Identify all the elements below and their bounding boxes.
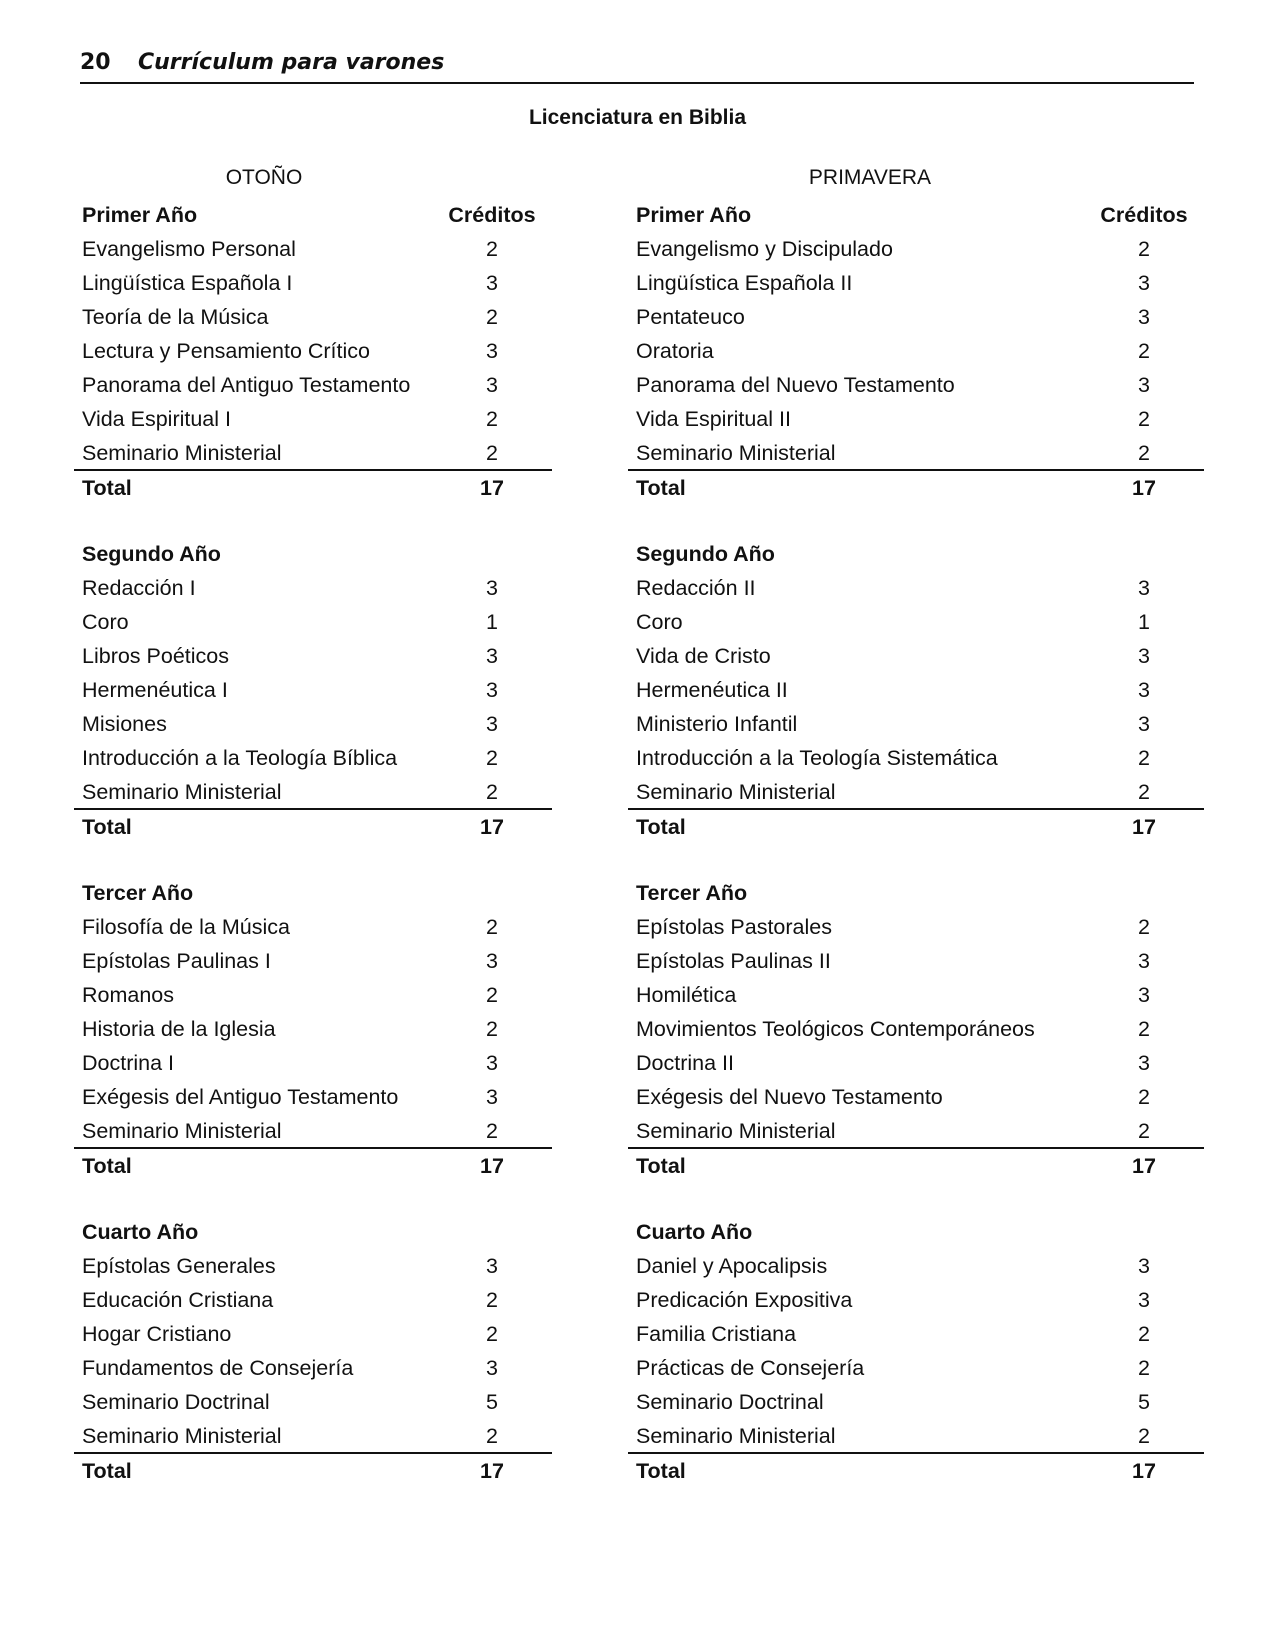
course-name: Seminario Ministerial <box>636 1424 836 1448</box>
course-row <box>628 334 1204 368</box>
course-name: Lingüística Española II <box>636 271 853 295</box>
course-credits: 2 <box>1138 1424 1150 1448</box>
course-row <box>628 1046 1204 1080</box>
course-name: Daniel y Apocalipsis <box>636 1254 828 1278</box>
course-name: Evangelismo Personal <box>82 237 296 261</box>
course-name: Seminario Ministerial <box>82 780 282 804</box>
course-row <box>74 1114 552 1149</box>
year-block <box>74 1215 552 1488</box>
course-row <box>628 402 1204 436</box>
course-credits: 2 <box>486 780 498 804</box>
year-heading-row <box>628 537 1204 571</box>
year-block <box>628 876 1204 1183</box>
year-heading: Cuarto Año <box>82 1220 199 1244</box>
course-row <box>628 1114 1204 1149</box>
year-block <box>628 198 1204 505</box>
course-credits: 2 <box>1138 407 1150 431</box>
total-credits: 17 <box>1132 476 1156 500</box>
course-name: Seminario Ministerial <box>636 1119 836 1143</box>
course-name: Seminario Ministerial <box>82 1119 282 1143</box>
course-row <box>628 1249 1204 1283</box>
course-row <box>628 707 1204 741</box>
course-name: Pentateuco <box>636 305 745 329</box>
course-credits: 3 <box>486 949 498 973</box>
year-heading-row <box>74 1215 552 1249</box>
course-credits: 2 <box>1138 1017 1150 1041</box>
course-row <box>628 436 1204 471</box>
course-row <box>74 436 552 471</box>
course-credits: 3 <box>1138 373 1150 397</box>
course-row <box>74 707 552 741</box>
course-name: Hermenéutica I <box>82 678 228 702</box>
course-row <box>74 1419 552 1454</box>
course-name: Redacción I <box>82 576 196 600</box>
year-block <box>74 537 552 844</box>
total-row <box>74 1454 552 1488</box>
course-name: Doctrina II <box>636 1051 734 1075</box>
course-row <box>74 1317 552 1351</box>
year-block <box>628 537 1204 844</box>
course-row <box>74 1249 552 1283</box>
course-credits: 3 <box>1138 305 1150 329</box>
course-row <box>74 944 552 978</box>
course-name: Hogar Cristiano <box>82 1322 232 1346</box>
course-credits: 3 <box>486 373 498 397</box>
course-name: Oratoria <box>636 339 714 363</box>
total-credits: 17 <box>480 1154 504 1178</box>
course-credits: 3 <box>1138 983 1150 1007</box>
course-row <box>74 1012 552 1046</box>
course-name: Epístolas Paulinas II <box>636 949 831 973</box>
course-credits: 3 <box>486 678 498 702</box>
course-credits: 2 <box>1138 339 1150 363</box>
course-name: Coro <box>82 610 129 634</box>
course-credits: 2 <box>1138 746 1150 770</box>
course-name: Familia Cristiana <box>636 1322 797 1346</box>
course-row <box>74 1046 552 1080</box>
course-name: Seminario Ministerial <box>82 441 282 465</box>
course-name: Historia de la Iglesia <box>82 1017 276 1041</box>
course-name: Libros Poéticos <box>82 644 229 668</box>
total-row <box>74 810 552 844</box>
course-credits: 2 <box>1138 1356 1150 1380</box>
year-block <box>74 198 552 505</box>
total-credits: 17 <box>1132 815 1156 839</box>
course-row <box>74 910 552 944</box>
course-name: Introducción a la Teología Bíblica <box>82 746 398 770</box>
course-row <box>74 1385 552 1419</box>
document-title: Licenciatura en Biblia <box>528 106 747 129</box>
course-name: Romanos <box>82 983 175 1007</box>
course-name: Seminario Ministerial <box>636 441 836 465</box>
running-title: Currículum para varones <box>138 50 445 75</box>
course-name: Coro <box>636 610 683 634</box>
course-name: Doctrina I <box>82 1051 175 1075</box>
total-row <box>628 1149 1204 1183</box>
course-credits: 3 <box>1138 1051 1150 1075</box>
total-credits: 17 <box>480 476 504 500</box>
total-label: Total <box>636 1154 686 1178</box>
course-row <box>628 1012 1204 1046</box>
course-name: Exégesis del Nuevo Testamento <box>636 1085 943 1109</box>
course-credits: 3 <box>486 339 498 363</box>
course-row <box>74 605 552 639</box>
course-row <box>628 1351 1204 1385</box>
course-credits: 5 <box>1138 1390 1150 1414</box>
course-credits: 2 <box>486 1322 498 1346</box>
year-heading-row <box>74 876 552 910</box>
course-row <box>74 1283 552 1317</box>
course-credits: 2 <box>486 1119 498 1143</box>
course-row <box>628 944 1204 978</box>
course-credits: 3 <box>1138 949 1150 973</box>
course-name: Vida Espiritual II <box>636 407 791 431</box>
total-label: Total <box>82 476 132 500</box>
course-row <box>74 571 552 605</box>
total-label: Total <box>82 1459 132 1483</box>
year-heading: Tercer Año <box>82 881 194 905</box>
page-number: 20 <box>80 50 111 75</box>
year-block <box>628 1215 1204 1488</box>
total-row <box>628 1454 1204 1488</box>
course-name: Teoría de la Música <box>82 305 269 329</box>
total-credits: 17 <box>1132 1459 1156 1483</box>
course-name: Seminario Ministerial <box>82 1424 282 1448</box>
course-name: Fundamentos de Consejería <box>82 1356 354 1380</box>
course-name: Epístolas Pastorales <box>636 915 832 939</box>
course-name: Exégesis del Antiguo Testamento <box>82 1085 399 1109</box>
year-heading: Tercer Año <box>636 881 748 905</box>
credits-column-label: Créditos <box>1100 203 1188 227</box>
course-credits: 3 <box>1138 644 1150 668</box>
course-row <box>628 673 1204 707</box>
course-name: Introducción a la Teología Sistemática <box>636 746 998 770</box>
total-row <box>628 471 1204 505</box>
course-row <box>628 1385 1204 1419</box>
course-credits: 2 <box>1138 915 1150 939</box>
course-row <box>74 978 552 1012</box>
credits-column-label: Créditos <box>448 203 536 227</box>
course-credits: 3 <box>486 712 498 736</box>
course-credits: 3 <box>1138 712 1150 736</box>
course-row <box>74 1080 552 1114</box>
course-row <box>74 1351 552 1385</box>
course-name: Seminario Doctrinal <box>636 1390 824 1414</box>
year-heading: Cuarto Año <box>636 1220 753 1244</box>
course-credits: 1 <box>486 610 498 634</box>
course-credits: 1 <box>1138 610 1150 634</box>
course-name: Panorama del Nuevo Testamento <box>636 373 955 397</box>
course-name: Panorama del Antiguo Testamento <box>82 373 411 397</box>
total-row <box>74 471 552 505</box>
course-name: Hermenéutica II <box>636 678 788 702</box>
course-row <box>628 232 1204 266</box>
year-heading: Primer Año <box>82 203 198 227</box>
total-label: Total <box>636 1459 686 1483</box>
course-credits: 2 <box>486 305 498 329</box>
course-row <box>628 1283 1204 1317</box>
course-credits: 2 <box>1138 1322 1150 1346</box>
course-name: Movimientos Teológicos Contemporáneos <box>636 1017 1035 1041</box>
course-name: Seminario Ministerial <box>636 780 836 804</box>
course-name: Vida de Cristo <box>636 644 771 668</box>
course-credits: 3 <box>1138 576 1150 600</box>
year-heading-row <box>628 1215 1204 1249</box>
course-name: Educación Cristiana <box>82 1288 274 1312</box>
course-name: Prácticas de Consejería <box>636 1356 865 1380</box>
course-name: Vida Espiritual I <box>82 407 231 431</box>
total-row <box>74 1149 552 1183</box>
course-row <box>628 368 1204 402</box>
course-credits: 2 <box>1138 237 1150 261</box>
course-name: Seminario Doctrinal <box>82 1390 270 1414</box>
year-heading: Primer Año <box>636 203 752 227</box>
course-name: Epístolas Paulinas I <box>82 949 271 973</box>
course-row <box>74 775 552 810</box>
year-heading-row <box>628 876 1204 910</box>
season-label: PRIMAVERA <box>808 166 932 189</box>
course-credits: 5 <box>486 1390 498 1414</box>
course-credits: 2 <box>1138 1119 1150 1143</box>
course-row <box>628 1419 1204 1454</box>
course-credits: 3 <box>486 1356 498 1380</box>
total-label: Total <box>636 815 686 839</box>
course-name: Homilética <box>636 983 737 1007</box>
course-row <box>74 402 552 436</box>
course-credits: 2 <box>486 441 498 465</box>
course-row <box>628 1080 1204 1114</box>
page-header <box>80 48 1194 84</box>
total-label: Total <box>82 1154 132 1178</box>
fall-column <box>74 166 552 1488</box>
course-credits: 2 <box>1138 780 1150 804</box>
course-credits: 2 <box>486 1424 498 1448</box>
course-row <box>74 266 552 300</box>
course-name: Predicación Expositiva <box>636 1288 853 1312</box>
total-credits: 17 <box>1132 1154 1156 1178</box>
course-name: Misiones <box>82 712 167 736</box>
total-row <box>628 810 1204 844</box>
course-name: Filosofía de la Música <box>82 915 290 939</box>
course-credits: 3 <box>486 1085 498 1109</box>
course-row <box>628 605 1204 639</box>
course-credits: 3 <box>486 271 498 295</box>
course-credits: 2 <box>486 407 498 431</box>
year-heading-row <box>74 537 552 571</box>
course-row <box>628 978 1204 1012</box>
course-row <box>628 910 1204 944</box>
course-credits: 3 <box>486 644 498 668</box>
course-row <box>74 639 552 673</box>
year-heading-row <box>74 198 552 232</box>
course-credits: 2 <box>1138 1085 1150 1109</box>
course-row <box>628 741 1204 775</box>
course-row <box>628 775 1204 810</box>
year-heading: Segundo Año <box>82 542 221 566</box>
course-credits: 3 <box>486 1254 498 1278</box>
spring-column <box>628 166 1204 1488</box>
course-credits: 2 <box>486 237 498 261</box>
course-credits: 3 <box>1138 1288 1150 1312</box>
year-block <box>74 876 552 1183</box>
course-name: Epístolas Generales <box>82 1254 276 1278</box>
course-credits: 3 <box>1138 678 1150 702</box>
total-credits: 17 <box>480 1459 504 1483</box>
course-row <box>628 300 1204 334</box>
course-credits: 2 <box>486 1017 498 1041</box>
total-credits: 17 <box>480 815 504 839</box>
course-row <box>74 334 552 368</box>
course-row <box>628 639 1204 673</box>
course-credits: 2 <box>1138 441 1150 465</box>
year-heading-row <box>628 198 1204 232</box>
course-credits: 2 <box>486 983 498 1007</box>
course-row <box>74 741 552 775</box>
total-label: Total <box>82 815 132 839</box>
course-row <box>74 368 552 402</box>
course-name: Redacción II <box>636 576 756 600</box>
course-row <box>628 1317 1204 1351</box>
course-row <box>628 571 1204 605</box>
course-credits: 3 <box>486 1051 498 1075</box>
course-credits: 3 <box>486 576 498 600</box>
course-credits: 3 <box>1138 1254 1150 1278</box>
course-row <box>74 232 552 266</box>
total-label: Total <box>636 476 686 500</box>
course-name: Evangelismo y Discipulado <box>636 237 893 261</box>
course-credits: 2 <box>486 746 498 770</box>
course-name: Lectura y Pensamiento Crítico <box>82 339 370 363</box>
season-label: OTOÑO <box>225 166 303 189</box>
course-credits: 3 <box>1138 271 1150 295</box>
course-row <box>74 673 552 707</box>
course-name: Lingüística Española I <box>82 271 293 295</box>
course-name: Ministerio Infantil <box>636 712 798 736</box>
course-credits: 2 <box>486 1288 498 1312</box>
course-row <box>628 266 1204 300</box>
course-credits: 2 <box>486 915 498 939</box>
year-heading: Segundo Año <box>636 542 775 566</box>
course-row <box>74 300 552 334</box>
